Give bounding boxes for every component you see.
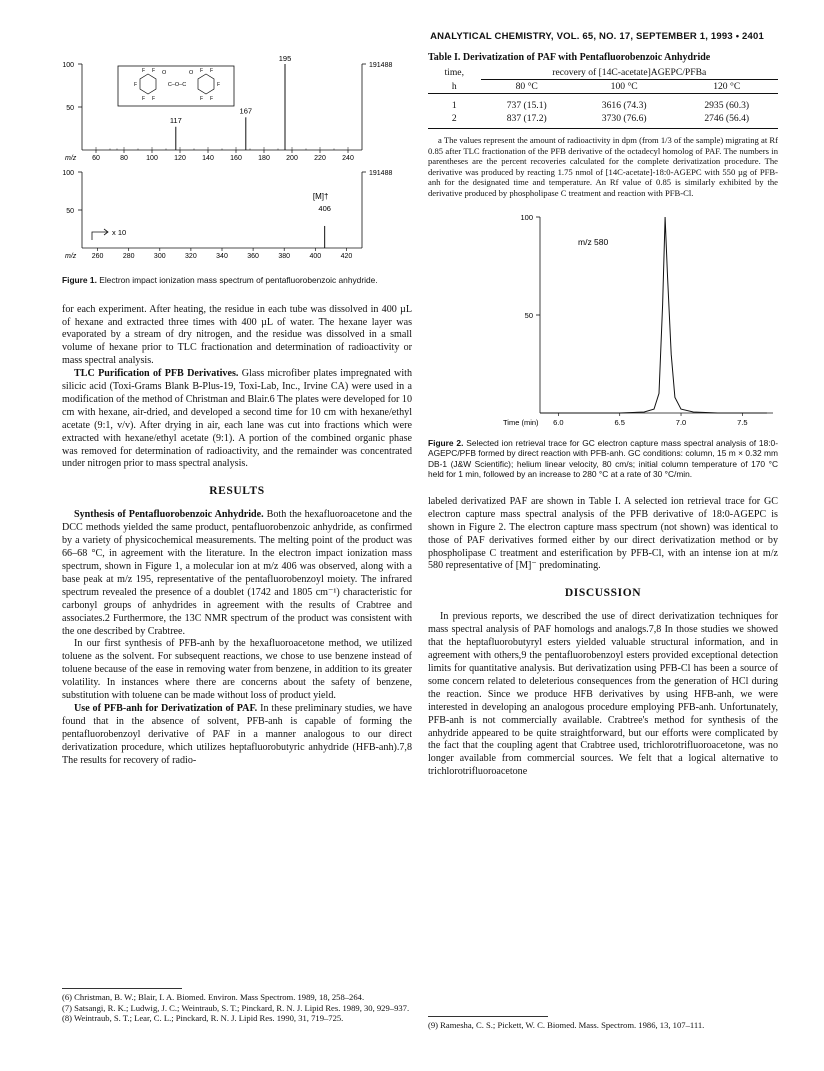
fig1-structure-f-4: F bbox=[142, 96, 146, 102]
references-left bbox=[62, 980, 412, 1024]
figure-2-caption-text: Selected ion retrieval trace for GC electron capture mass spectral analysis of 18:0-AGEPC/PFB formed by direct reaction with PFB-anh. GC conditions: column, 15 m × 0.32 mm DB-1 (J&W Scientific); helium linear velocity, 80 cm/s; initial column temperature of 170 °C held for 1 min, followed by an increase to 280 °C at a rate of 30 °C/min. bbox=[428, 437, 779, 480]
fig1-bottom-xtick-label: 280 bbox=[122, 253, 135, 260]
fig2-ytick-100: 100 bbox=[520, 212, 533, 222]
fig1-peak-label-167: 167 bbox=[239, 106, 253, 116]
fig1-bottom-xtick-label: 400 bbox=[309, 253, 322, 260]
fig1-bottom-xtick-label: 300 bbox=[153, 253, 166, 260]
right-column bbox=[428, 52, 778, 779]
reference-8: (8) Weintraub, S. T.; Lear, C. L.; Pinckard, R. N. J. Lipid Res. 1990, 31, 719–725. bbox=[62, 1013, 344, 1024]
fig1-top-ytick-50: 50 bbox=[66, 105, 74, 112]
table-1-title: Table I. Derivatization of PAF with Pentafluorobenzoic Anhydride bbox=[428, 52, 711, 63]
fig1-top-xtick-label: 80 bbox=[120, 155, 128, 162]
table-cell: 2935 (60.3) bbox=[704, 100, 750, 111]
run-in-heading: Synthesis of Pentafluorobenzoic Anhydride. bbox=[74, 509, 264, 521]
body-paragraph bbox=[62, 703, 412, 768]
fig1-structure-f-7: F bbox=[210, 68, 214, 74]
fig1-bottom-xtick-label: 320 bbox=[185, 253, 197, 260]
fig1-top-xtick-label: 240 bbox=[342, 155, 354, 162]
fig1-ion-label: [M]† bbox=[312, 192, 329, 201]
fig1-top-panel bbox=[62, 54, 392, 162]
fig1-top-xtick-label: 120 bbox=[174, 155, 186, 162]
table-header-time-unit: h bbox=[451, 80, 457, 92]
figure-2-caption-label: Figure 2. bbox=[428, 437, 464, 448]
section-heading-results: RESULTS bbox=[209, 485, 265, 498]
table-cell: 2 bbox=[451, 113, 457, 124]
table-header-80: 80 °C bbox=[515, 81, 538, 92]
figure-2-caption bbox=[428, 438, 778, 480]
table-header-100: 100 °C bbox=[610, 81, 638, 92]
table-cell: 737 (15.1) bbox=[506, 100, 547, 111]
fig1-structure-f-9: F bbox=[200, 96, 204, 102]
table-cell: 3616 (74.3) bbox=[601, 100, 647, 111]
fig1-structure-f-10: F bbox=[210, 96, 214, 102]
fig1-structure-f-6: F bbox=[200, 68, 204, 74]
body-paragraph: In our first synthesis of PFB-anh by the hexafluoroacetone method, we utilized toluene as the solvent. For subsequent reactions, we chose to use benzene instead of toluene because of the ease in removing water from benzene, in addition to its greater volatility. In instances where there are concerns about the safety of benzene, substitution with toluene can be made without loss of product yield. bbox=[62, 638, 412, 702]
fig2-xtick-label: 7.0 bbox=[675, 417, 687, 427]
fig1-bottom-ytick-50: 50 bbox=[66, 208, 74, 215]
figure-1-spectrum bbox=[62, 52, 412, 268]
fig1-bottom-xtick-label: 260 bbox=[91, 253, 104, 260]
fig1-top-xtick-label: 160 bbox=[230, 155, 242, 162]
fig1-top-xtick-label: 200 bbox=[286, 155, 298, 162]
fig2-ytick-50: 50 bbox=[524, 310, 533, 320]
running-head: ANALYTICAL CHEMISTRY, VOL. 65, NO. 17, SEPTEMBER 1, 1993 • 2401 bbox=[430, 31, 764, 42]
fig1-top-xtick-label: 100 bbox=[146, 155, 158, 162]
figure-1-caption bbox=[62, 275, 412, 286]
reference-9: (9) Ramesha, C. S.; Pickett, W. C. Biomed. Mass. Spectrom. 1986, 13, 107–111. bbox=[428, 1020, 705, 1030]
magnification-arrow-icon bbox=[92, 229, 108, 240]
fig1-peak-label-117: 117 bbox=[169, 115, 182, 125]
fig1-structure-f-1: F bbox=[142, 68, 146, 74]
table-cell: 2746 (56.4) bbox=[704, 113, 750, 124]
fig1-top-mz-prefix: m/z bbox=[65, 155, 77, 162]
fig1-structure-link: C–O–C bbox=[167, 82, 187, 88]
fig1-top-right-label: 191488 bbox=[369, 62, 393, 69]
fig1-bottom-panel bbox=[62, 170, 392, 260]
fig2-trace-label: m/z 580 bbox=[578, 236, 609, 247]
fig1-structure-inset bbox=[118, 66, 234, 106]
table-header-row bbox=[428, 80, 778, 94]
fig1-bottom-ytick-100: 100 bbox=[62, 170, 74, 177]
body-text: Glass microfiber plates impregnated with silicic acid (Toxi-Grams Blank B-Plus-19, Toxi-Lab, Inc., Irvine CA) were used in a modification of the method of Christman and Blair.6 The plates were developed for 10 cm with hexane, air-dried, and developed a second time for 10 cm with hexane/ethyl acetate (9:1, v/v). After drying in air, each lane was cut into fractions which were extracted with hexane/ethyl acetate (9:1). A portion of the combined organic phase was removed for determination of radioactivity, and the remainder was concentrated under nitrogen prior to mass spectral analysis. bbox=[62, 368, 412, 470]
section-heading-discussion: DISCUSSION bbox=[564, 587, 642, 600]
fig1-structure-f-3: F bbox=[134, 82, 138, 88]
fig1-structure-o-2: O bbox=[189, 70, 194, 76]
figure-2-trace bbox=[428, 209, 778, 431]
table-header-group: recovery of [14C-acetate]AGEPC/PFBa bbox=[481, 66, 779, 80]
fig1-bottom-xtick-label: 380 bbox=[278, 253, 291, 260]
body-text: In these preliminary studies, we have found that in the absence of solvent, PFB-anh is capable of forming the pentafluorobenzoyl derivative of PAF in a manner analogous to our direct derivatization procedure, which utilizes heptafluorobutyric anhydride (HFB-anh).7,8 The results for recovery of radio- bbox=[62, 702, 412, 766]
body-text: Both the hexafluoroacetone and the DCC methods yielded the same product, pentafluorobenzoic anhydride, as confirmed by a variety of physicochemical measurements. The melting point of the product was 66–68 °C, in agreement with the literature. In the electron impact ionization mass spectrum, shown in Figure 1, a molecular ion at m/z 406 was observed, along with a base peak at m/z 195, representative of the pentafluorobenzoyl moiety. The infrared spectrum revealed the presence of a doublet (1742 and 1805 cm⁻¹) characteristic for carbonyl groups of anhydrides in agreement with the results of Crabtree and associates.2 Furthermore, the 13C NMR spectrum of the product was consistent with the one described by Crabtree. bbox=[62, 509, 413, 637]
table-header-row bbox=[428, 66, 778, 80]
table-row bbox=[428, 94, 778, 113]
left-column bbox=[62, 52, 412, 768]
fig1-top-xtick-label: 180 bbox=[258, 155, 270, 162]
fig2-xtick-label: 6.5 bbox=[614, 417, 625, 427]
body-paragraph bbox=[62, 368, 412, 471]
fig2-xtick-label: 7.5 bbox=[737, 417, 748, 427]
figure-1-caption-label: Figure 1. bbox=[62, 275, 97, 285]
fig2-series-line bbox=[540, 217, 767, 413]
fig2-x-title: Time (min) bbox=[503, 417, 539, 427]
footnote-rule bbox=[62, 988, 182, 989]
fig1-bottom-xtick-label: 360 bbox=[247, 253, 259, 260]
fig1-top-ytick-100: 100 bbox=[62, 62, 74, 69]
fig1-peak-label-195: 195 bbox=[278, 54, 292, 63]
table-1 bbox=[428, 52, 778, 199]
table-cell: 1 bbox=[451, 100, 457, 111]
table-header-120: 120 °C bbox=[713, 81, 741, 92]
figure-1-caption-text: Electron impact ionization mass spectrum of pentafluorobenzoic anhydride. bbox=[99, 275, 378, 285]
references-right bbox=[428, 1016, 778, 1031]
fig1-bottom-xtick-label: 340 bbox=[216, 253, 228, 260]
run-in-heading: Use of PFB-anh for Derivatization of PAF. bbox=[74, 702, 258, 714]
fig1-structure-f-2: F bbox=[152, 68, 156, 74]
fig1-ion-mass: 406 bbox=[318, 204, 331, 213]
reference-7: (7) Satsangi, R. K.; Ludwig, J. C.; Weintraub, S. T.; Pinckard, R. N. J. Lipid Res. 1989, 30, 929–937. bbox=[62, 1002, 410, 1013]
table-cell: 3730 (76.6) bbox=[601, 113, 647, 124]
reference-6: (6) Christman, B. W.; Blair, I. A. Biomed. Environ. Mass Spectrom. 1989, 18, 258–264. bbox=[62, 992, 365, 1002]
fig1-magnification-label: x 10 bbox=[112, 228, 127, 237]
body-paragraph bbox=[62, 509, 412, 638]
body-paragraph: In previous reports, we described the use of direct derivatization techniques for mass spectral analysis of PAF homologs and analogs.7,8 In those studies we showed that the heptafluorobutyryl esters yielded valuable structural information, and in agreement with others,9 the pentafluorobenzoyl esters provided exceptional detection limits for quantitative analysis. But derivatization using PFB-Cl has been a source of some concern related to deleterious consequences from the generation of HCl during the reaction. Since we produce HFB derivatives by using HFB-anh, we were interested in developing an analogous procedure employing PFB-anh. Unfortunately, PFB-anh is not commercially available. Crabtree's method for synthesis of the anhydride appeared to be quite straightforward, but our efforts were complicated by the fact that the coupling agent that Crabtree used, trichlorotrifluoroacetone, was no longer available from commercial sources. We felt that a logical alternative to trichlorotrifluoroacetone bbox=[428, 611, 778, 778]
footnote-rule bbox=[428, 1016, 548, 1017]
fig1-top-xtick-label: 220 bbox=[314, 155, 326, 162]
fig1-bottom-xtick-label: 420 bbox=[340, 253, 353, 260]
fig2-xtick-label: 6.0 bbox=[553, 417, 564, 427]
body-paragraph: labeled derivatized PAF are shown in Table I. A selected ion retrieval trace for GC electron capture mass spectral analysis of the PFB derivative of 18:0-AGEPC is shown in Figure 2. The electron capture mass spectrum (not shown) was identical to those of PAF derivatives formed either by our direct derivatization method or by phospholipase C treatment and esterification by PFB-Cl, with an intense ion at m/z 580 representative of [M]⁻ predominating. bbox=[428, 495, 778, 572]
table-cell: 837 (17.2) bbox=[506, 113, 547, 124]
table-row bbox=[428, 112, 778, 129]
table-1-grid bbox=[428, 66, 778, 129]
table-header-time: time, bbox=[444, 67, 464, 79]
fig1-bottom-mz-prefix: m/z bbox=[65, 253, 77, 260]
fig1-structure-f-8: F bbox=[217, 82, 221, 88]
fig1-bottom-right-label: 191488 bbox=[369, 170, 393, 177]
fig1-structure-f-5: F bbox=[152, 96, 156, 102]
body-paragraph: for each experiment. After heating, the residue in each tube was dissolved in 400 µL of hexane and extracted three times with 400 µL of water. The hexane layer was evaporated by a stream of dry nitrogen, and the residue was dissolved in a small volume of hexane prior to TLC fractionation and determination of radioactivity or mass spectral analysis. bbox=[62, 303, 412, 367]
fig1-top-xtick-label: 140 bbox=[202, 155, 214, 162]
run-in-heading: TLC Purification of PFB Derivatives. bbox=[74, 368, 239, 380]
fig1-top-xtick-label: 60 bbox=[92, 155, 100, 162]
table-1-footnote: a The values represent the amount of radioactivity in dpm (from 1/3 of the sample) migrating at Rf 0.85 after TLC fractionation of the PFB derivative of the octadecyl homolog of PAF. The numbers in parentheses are the percent recoveries calculated for the complete derivatization procedure. The derivative was produced by reacting 1.75 nmol of [14C-acetate]-18:0-AGEPC with 550 µg of PFB-anh for the designated time and temperature. An Rf value of 0.85 is similarly exhibited by the derivative produced by phospholipase C treatment and reaction with PFB-Cl. bbox=[428, 135, 778, 198]
fig1-structure-o-1: O bbox=[162, 70, 167, 76]
